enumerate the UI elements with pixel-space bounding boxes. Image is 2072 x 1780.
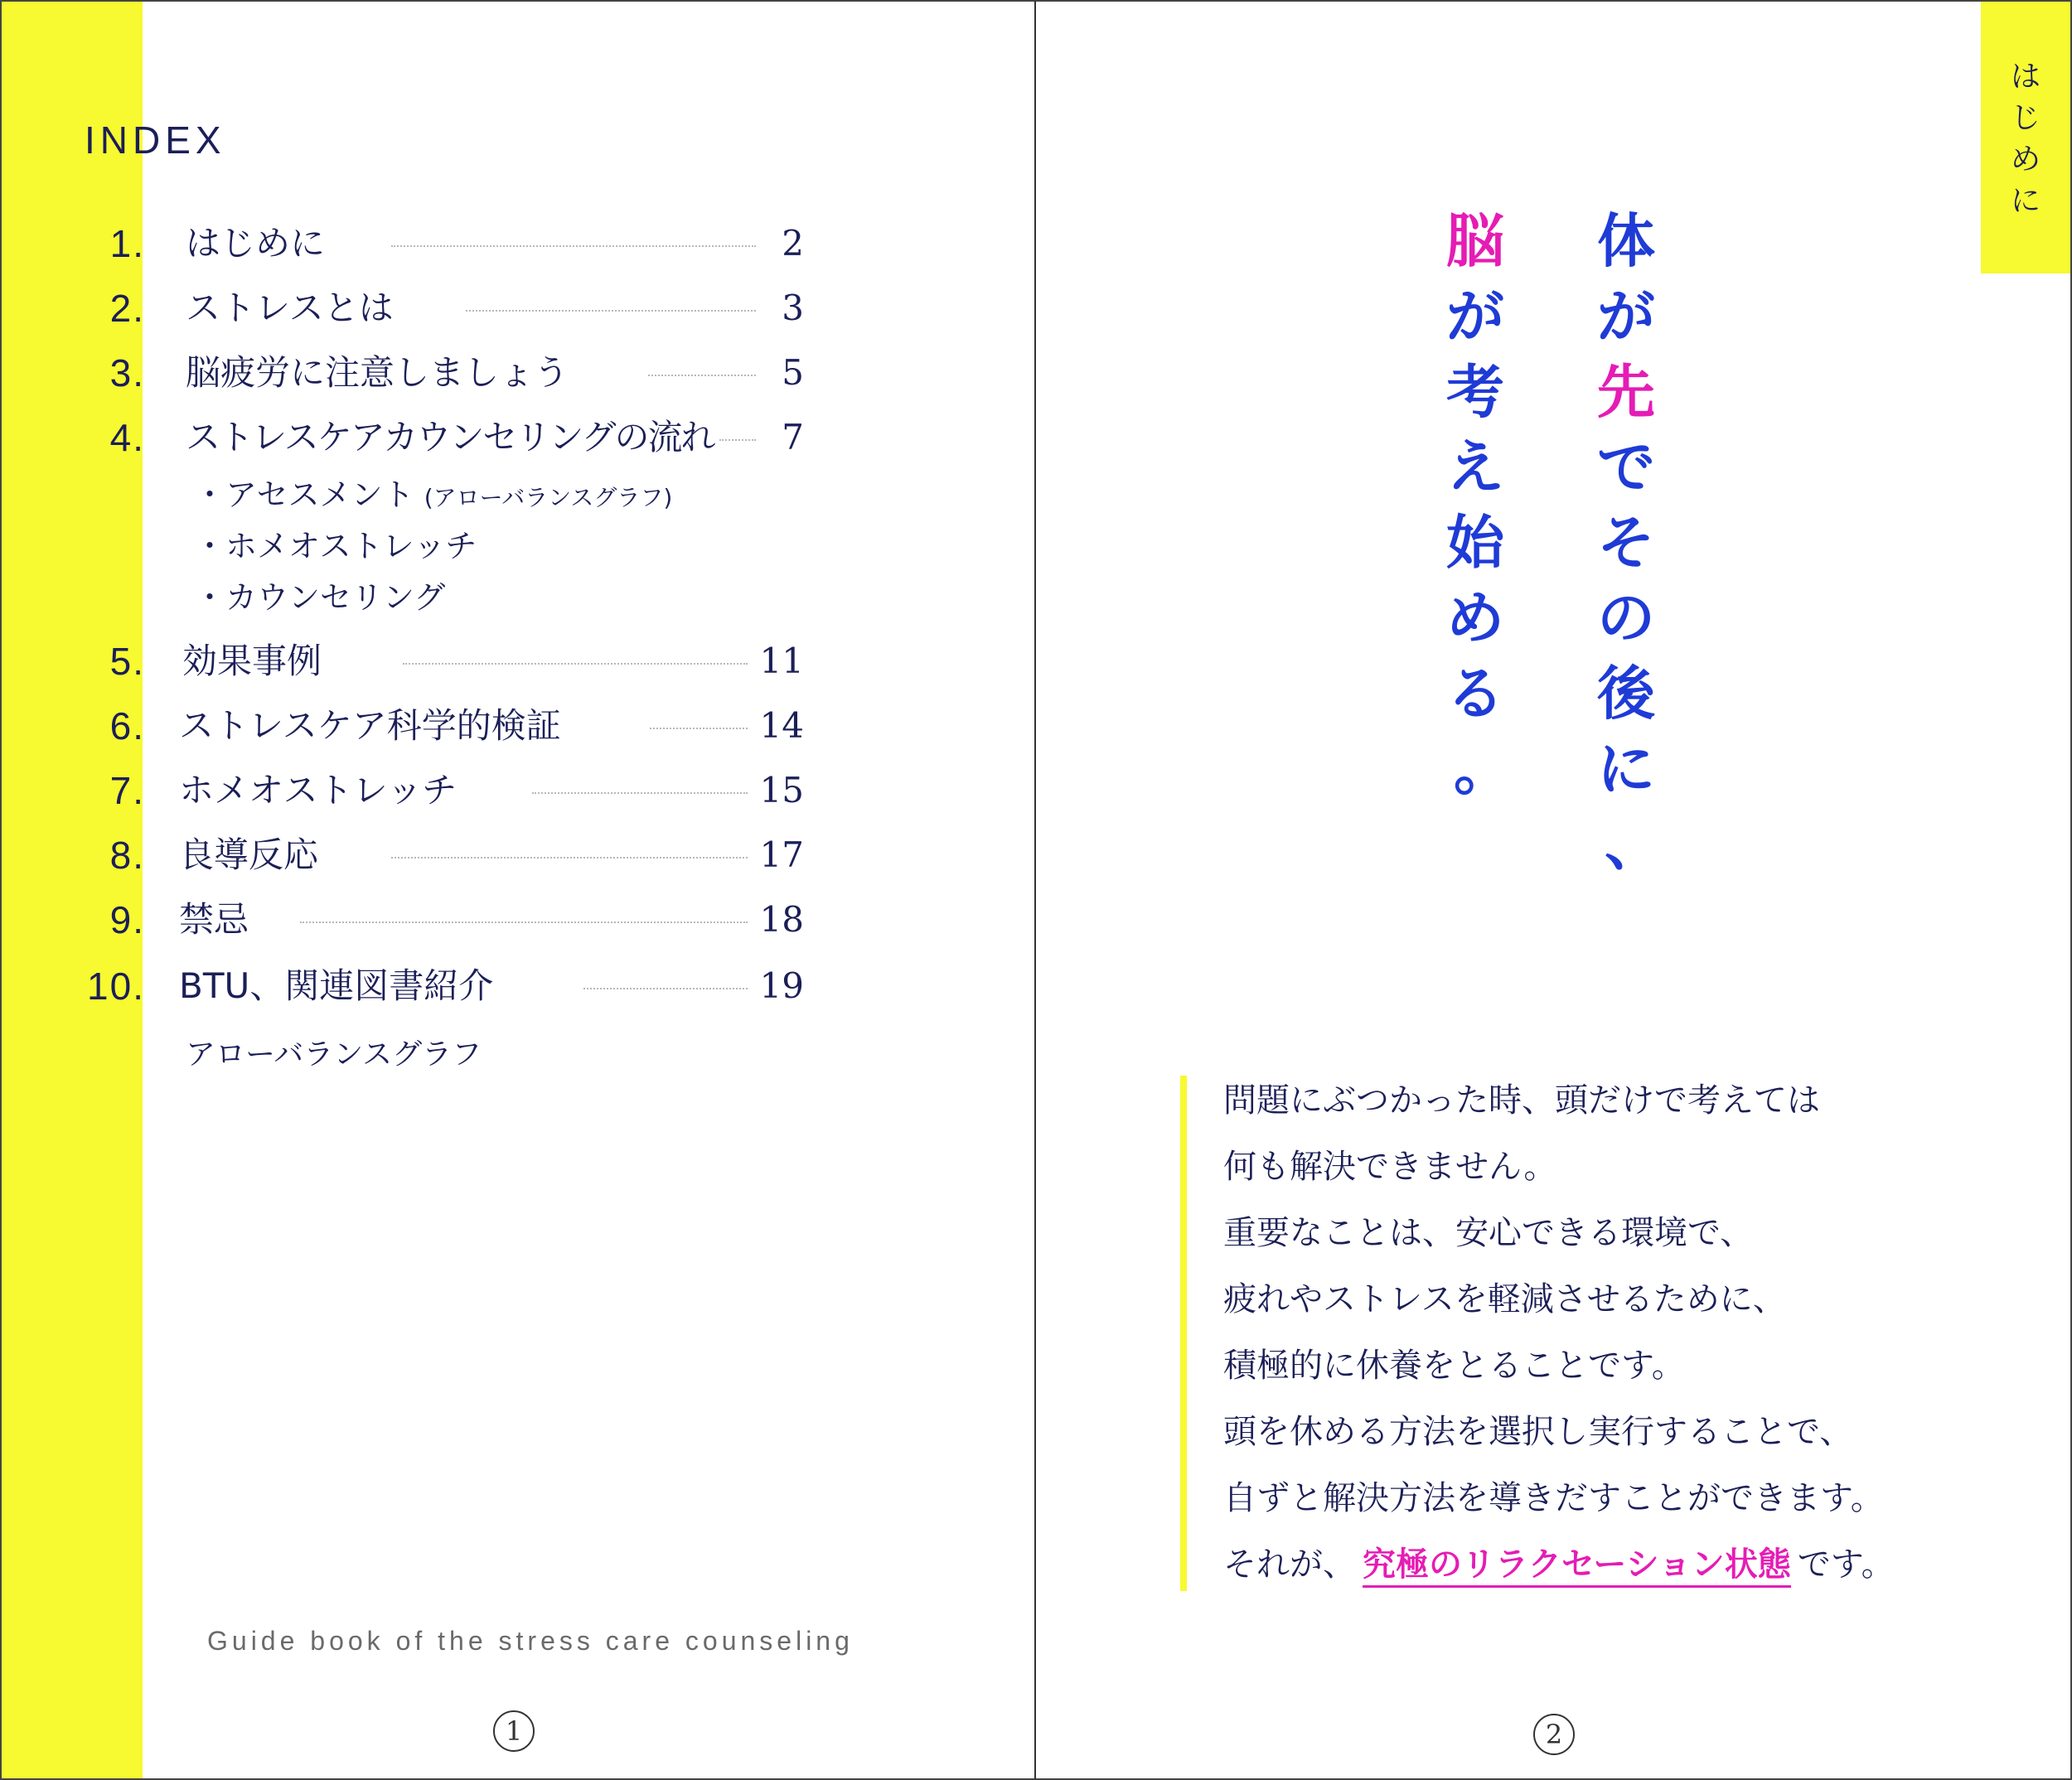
toc-dot-leader <box>719 439 756 441</box>
toc-dot-leader <box>648 375 756 376</box>
toc-number: 5. <box>109 640 145 683</box>
toc-row[interactable] <box>2 766 1034 815</box>
toc-page-number: 15 <box>759 770 804 810</box>
toc-number: 4. <box>109 416 145 459</box>
toc-number: 10. <box>87 965 145 1008</box>
section-tab-label: は じ め に <box>2010 60 2041 218</box>
toc-dot-leader <box>650 728 748 729</box>
toc-number: 3. <box>109 351 145 394</box>
toc-dot-leader <box>583 988 748 989</box>
toc-number: 6. <box>109 704 145 747</box>
toc-title: BTU、関連図書紹介 <box>179 965 494 1006</box>
body-line: 疲れやストレスを軽減させるために、 <box>1223 1280 1786 1318</box>
toc-page-number: 5 <box>782 352 804 393</box>
toc-dot-leader <box>403 663 748 665</box>
toc-title: ストレスケア科学的検証 <box>179 705 561 746</box>
guide-subtitle: Guide book of the stress care counseling <box>207 1626 854 1656</box>
toc-row[interactable] <box>2 830 1034 880</box>
body-line: 積極的に休養をとることです。 <box>1223 1347 1685 1385</box>
toc-title: 効果事例 <box>182 641 322 681</box>
toc-title: 脳疲労に注意しましょう <box>186 352 569 393</box>
toc-row[interactable] <box>2 701 1034 751</box>
left-page <box>0 0 1034 1780</box>
quote-accent-bar <box>1180 1076 1187 1591</box>
toc-sub-item[interactable] <box>194 575 445 620</box>
toc-row[interactable] <box>2 413 1034 462</box>
toc-page-number: 17 <box>759 834 804 875</box>
toc-dot-leader <box>391 245 756 247</box>
toc-number: 8. <box>109 834 145 877</box>
section-tab[interactable] <box>1981 2 2070 273</box>
page-number-circle: 2 <box>1533 1714 1575 1755</box>
toc-title: ホメオストレッチ <box>179 770 457 810</box>
toc-dot-leader <box>391 857 748 859</box>
toc-sub-item-label: ・ホメオストレッチ <box>194 528 477 564</box>
toc-page-number: 3 <box>782 288 804 328</box>
toc-title: ストレスケアカウンセリングの流れ <box>186 417 714 457</box>
headline-column-2: 脳 が 考 え 始 め る 。 <box>1446 207 1512 803</box>
toc-number: 1. <box>109 222 145 265</box>
toc-row[interactable] <box>2 283 1034 333</box>
final-line-suffix: です。 <box>1797 1545 1895 1584</box>
toc-dot-leader <box>532 792 748 794</box>
body-line: 自ずと解決方法を導きだすことができます。 <box>1223 1479 1884 1517</box>
body-text <box>1223 1067 1895 1598</box>
highlight-phrase: 究極のリラクセーション状態 <box>1363 1545 1791 1588</box>
toc-sub-item[interactable] <box>194 472 672 520</box>
toc-sub-item-label: ・カウンセリング <box>194 579 446 616</box>
right-page <box>1034 0 2072 1780</box>
body-line: 問題にぶつかった時、頭だけで考えては <box>1223 1081 1820 1120</box>
toc-page-number: 19 <box>759 965 804 1006</box>
toc-row[interactable] <box>2 961 1034 1011</box>
toc-page-number: 18 <box>759 899 804 940</box>
toc-title: はじめに <box>186 223 326 264</box>
body-line: 頭を休める方法を選択し実行することで、 <box>1223 1413 1853 1451</box>
toc-number: 2. <box>109 287 145 330</box>
body-line-final <box>1223 1531 1895 1598</box>
toc-number: 7. <box>109 769 145 812</box>
toc-sub-item-label: ・アセスメント <box>194 476 414 513</box>
toc-row[interactable] <box>2 636 1034 686</box>
toc-dot-leader <box>466 310 756 312</box>
toc-number: 9. <box>109 898 145 941</box>
toc-page-number: 7 <box>782 417 804 457</box>
toc-sub-item-note: (アローバランスグラフ) <box>424 484 673 511</box>
toc-page-number: 11 <box>759 641 804 681</box>
toc-row[interactable] <box>2 348 1034 398</box>
toc-page-number: 14 <box>759 705 804 746</box>
toc-title: ストレスとは <box>186 288 394 328</box>
toc-row[interactable] <box>2 219 1034 268</box>
toc-page-number: 2 <box>782 223 804 264</box>
body-line: 重要なことは、安心できる環境で、 <box>1223 1214 1754 1252</box>
toc-row[interactable] <box>2 895 1034 945</box>
final-line-prefix: それが、 <box>1223 1545 1356 1584</box>
body-line: 何も解決できません。 <box>1223 1148 1557 1186</box>
toc-sub-item[interactable] <box>194 524 477 568</box>
toc-title: 禁忌 <box>179 899 249 940</box>
toc-title: 良導反応 <box>179 834 319 875</box>
index-title: INDEX <box>85 119 226 162</box>
toc-extra-item[interactable]: アローバランスグラフ <box>186 1038 482 1071</box>
page-number-circle: 1 <box>493 1710 535 1752</box>
headline-column-1: 体 が 先 で そ の 後 に 、 <box>1597 207 1663 878</box>
toc-dot-leader <box>300 921 748 923</box>
